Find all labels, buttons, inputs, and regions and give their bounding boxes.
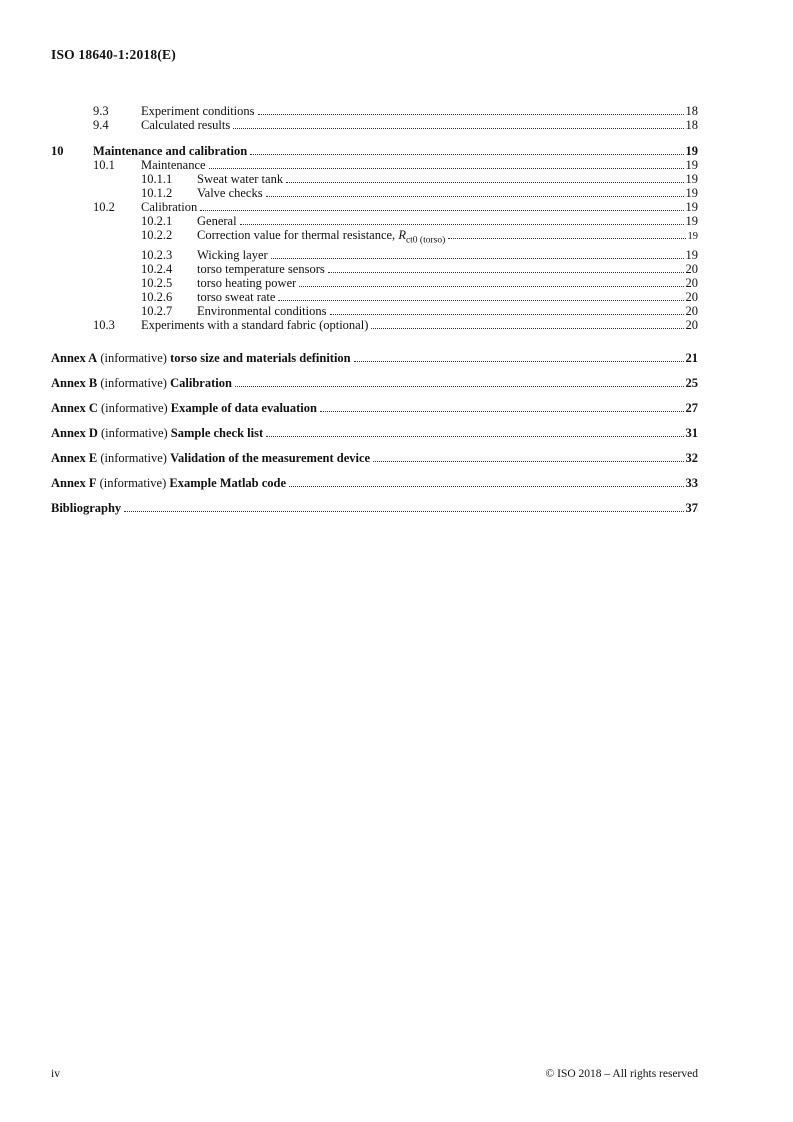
toc-entry-title xyxy=(51,501,121,515)
toc-title-text: General xyxy=(197,214,237,228)
toc-entry-number: 10.2.2 xyxy=(141,228,173,242)
toc-entry-number: 10.2.7 xyxy=(141,303,173,318)
dot-leader xyxy=(330,314,684,315)
toc-entry-page: 32 xyxy=(685,450,698,465)
toc-title-text: Calculated results xyxy=(141,118,231,132)
toc-title-text: ct0 (torso) xyxy=(405,235,446,246)
toc-entry-title xyxy=(197,304,327,318)
dot-leader xyxy=(250,154,683,155)
toc-title-text: torso sweat rate xyxy=(197,289,276,304)
toc-entry[interactable] xyxy=(51,118,698,132)
toc-entry[interactable] xyxy=(51,304,698,318)
toc-entry[interactable] xyxy=(51,186,698,200)
dot-leader xyxy=(209,168,684,169)
toc-title-text: Annex B xyxy=(51,375,98,390)
toc-entry-title xyxy=(93,144,247,158)
toc-entry-title xyxy=(197,228,445,248)
toc-title-text: Example of data evaluation xyxy=(170,400,317,415)
toc-title-text: Example Matlab code xyxy=(169,475,287,490)
toc-entry-title xyxy=(197,290,275,304)
toc-entry-number: 10.1.1 xyxy=(141,172,173,186)
toc-entry[interactable] xyxy=(51,426,698,440)
toc-entry-page: 19 xyxy=(685,200,698,214)
toc-entry-number: 10.2.3 xyxy=(141,247,173,262)
toc-entry-title xyxy=(51,426,263,440)
toc-title-text: Annex F xyxy=(51,475,97,490)
toc-entry[interactable] xyxy=(51,228,698,248)
toc-title-text: Correction value for thermal resistance, xyxy=(197,228,399,242)
toc-entry-page: 31 xyxy=(685,425,698,440)
toc-entry-page: 19 xyxy=(687,231,698,242)
toc-entry-title xyxy=(197,186,263,200)
toc-title-text: Bibliography xyxy=(51,500,122,515)
toc-entry[interactable] xyxy=(51,376,698,390)
toc-entry-page: 19 xyxy=(685,186,698,200)
toc-title-text: Calibration xyxy=(141,200,198,214)
dot-leader xyxy=(320,411,684,412)
toc-entry-page: 37 xyxy=(685,500,698,515)
toc-entry-page: 25 xyxy=(685,375,698,390)
toc-title-text: torso temperature sensors xyxy=(197,261,325,276)
toc-entry-page: 27 xyxy=(685,400,698,415)
toc-title-text: Annex C xyxy=(51,400,98,415)
toc-title-text: (informative) xyxy=(97,350,171,365)
toc-entry-page: 19 xyxy=(685,214,698,228)
toc-entry-number: 10 xyxy=(51,144,64,158)
toc-entry-page: 18 xyxy=(685,104,698,118)
toc-entry[interactable] xyxy=(51,200,698,214)
dot-leader xyxy=(235,386,684,387)
toc-title-text: torso heating power xyxy=(197,275,297,290)
toc-entry-page: 20 xyxy=(685,317,698,332)
toc-entry-number: 10.2.4 xyxy=(141,261,173,276)
dot-leader xyxy=(233,128,683,129)
toc-title-text: Validation of the measurement device xyxy=(170,450,371,465)
page-footer xyxy=(51,1068,698,1080)
toc-entry[interactable] xyxy=(51,401,698,415)
toc-entry[interactable] xyxy=(51,158,698,172)
toc-entry[interactable] xyxy=(51,172,698,186)
dot-leader xyxy=(289,486,683,487)
toc-title-text: (informative) xyxy=(96,475,170,490)
dot-leader xyxy=(200,210,683,211)
toc-entry-page: 19 xyxy=(685,144,698,158)
toc-entry-title xyxy=(197,248,268,262)
dot-leader xyxy=(266,196,684,197)
toc-entry-page: 20 xyxy=(685,261,698,276)
toc-entry-title xyxy=(51,401,317,415)
toc-entry-number: 10.1.2 xyxy=(141,186,173,200)
toc-title-text: Annex D xyxy=(51,425,98,440)
toc-title-text: Environmental conditions xyxy=(197,303,327,318)
toc-entry-page: 19 xyxy=(685,247,698,262)
toc-title-text: Sweat water tank xyxy=(197,172,284,186)
dot-leader xyxy=(286,182,683,183)
toc-entry-number: 10.1 xyxy=(93,158,115,172)
toc-title-text: Calibration xyxy=(170,375,232,390)
toc-entry-title xyxy=(51,376,232,390)
dot-leader xyxy=(271,258,684,259)
dot-leader xyxy=(371,328,683,329)
toc-title-text: (informative) xyxy=(97,425,171,440)
toc-entry-page: 33 xyxy=(685,475,698,490)
toc-entry[interactable] xyxy=(51,501,698,515)
toc-title-text: (informative) xyxy=(97,450,171,465)
dot-leader xyxy=(278,300,683,301)
toc-entry-title xyxy=(51,451,370,465)
toc-entry[interactable] xyxy=(51,276,698,290)
toc-entry-title xyxy=(141,200,197,214)
toc-entry-number: 10.3 xyxy=(93,317,115,332)
toc-entry[interactable] xyxy=(51,262,698,276)
toc-entry[interactable] xyxy=(51,451,698,465)
toc-title-text: Experiments with a standard fabric (optional) xyxy=(141,317,369,332)
dot-leader xyxy=(266,436,683,437)
footer-copyright: © ISO 2018 – All rights reserved xyxy=(545,1068,698,1080)
dot-leader xyxy=(354,361,684,362)
toc-title-text: Maintenance and calibration xyxy=(93,144,248,158)
dot-leader xyxy=(373,461,683,462)
toc-entry-number: 9.4 xyxy=(93,118,109,132)
toc-entry-page: 20 xyxy=(685,289,698,304)
toc-entry-title xyxy=(141,104,255,118)
toc-entry-title xyxy=(141,158,206,172)
toc-entry-title xyxy=(197,262,325,276)
document-id: ISO 18640-1:2018(E) xyxy=(51,47,176,62)
toc-entry-number: 10.2.1 xyxy=(141,214,173,228)
toc-entry-page: 19 xyxy=(685,172,698,186)
toc-title-text: Valve checks xyxy=(197,186,263,200)
toc-entry-title xyxy=(197,276,296,290)
toc-entry-number: 10.2 xyxy=(93,200,115,214)
toc-entry-page: 19 xyxy=(685,158,698,172)
toc-entry-page: 21 xyxy=(685,350,698,365)
dot-leader xyxy=(240,224,684,225)
dot-leader xyxy=(299,286,683,287)
toc-entry-title xyxy=(197,172,283,186)
toc-title-text: Annex A xyxy=(51,350,98,365)
toc-entry[interactable] xyxy=(51,351,698,365)
table-of-contents xyxy=(51,104,698,515)
toc-entry[interactable] xyxy=(51,104,698,118)
toc-entry[interactable] xyxy=(51,248,698,262)
toc-entry-page: 18 xyxy=(685,118,698,132)
toc-title-text: R xyxy=(398,228,406,242)
dot-leader xyxy=(448,238,685,239)
toc-entry-number: 10.2.5 xyxy=(141,275,173,290)
toc-title-text: Sample check list xyxy=(170,425,264,440)
dot-leader xyxy=(124,511,683,512)
toc-entry-title xyxy=(141,118,230,132)
toc-title-text: Annex E xyxy=(51,450,98,465)
toc-title-text: Experiment conditions xyxy=(141,104,255,118)
toc-entry-number: 9.3 xyxy=(93,104,109,118)
toc-entry[interactable] xyxy=(51,290,698,304)
toc-entry-page: 20 xyxy=(685,303,698,318)
toc-entry[interactable] xyxy=(51,318,698,332)
toc-title-text: torso size and materials definition xyxy=(170,350,351,365)
toc-title-text: (informative) xyxy=(97,400,171,415)
toc-entry-title xyxy=(51,351,351,365)
toc-entry-title xyxy=(141,318,368,332)
toc-entry-page: 20 xyxy=(685,275,698,290)
toc-entry-title xyxy=(197,214,237,228)
toc-entry-number: 10.2.6 xyxy=(141,289,173,304)
toc-entry[interactable] xyxy=(51,144,698,158)
toc-title-text: Maintenance xyxy=(141,158,206,172)
toc-title-text: (informative) xyxy=(97,375,171,390)
toc-entry-title xyxy=(51,476,286,490)
toc-entry[interactable] xyxy=(51,214,698,228)
toc-entry[interactable] xyxy=(51,476,698,490)
dot-leader xyxy=(258,114,684,115)
toc-title-text: Wicking layer xyxy=(197,247,268,262)
dot-leader xyxy=(328,272,684,273)
footer-page-number: iv xyxy=(51,1068,60,1080)
